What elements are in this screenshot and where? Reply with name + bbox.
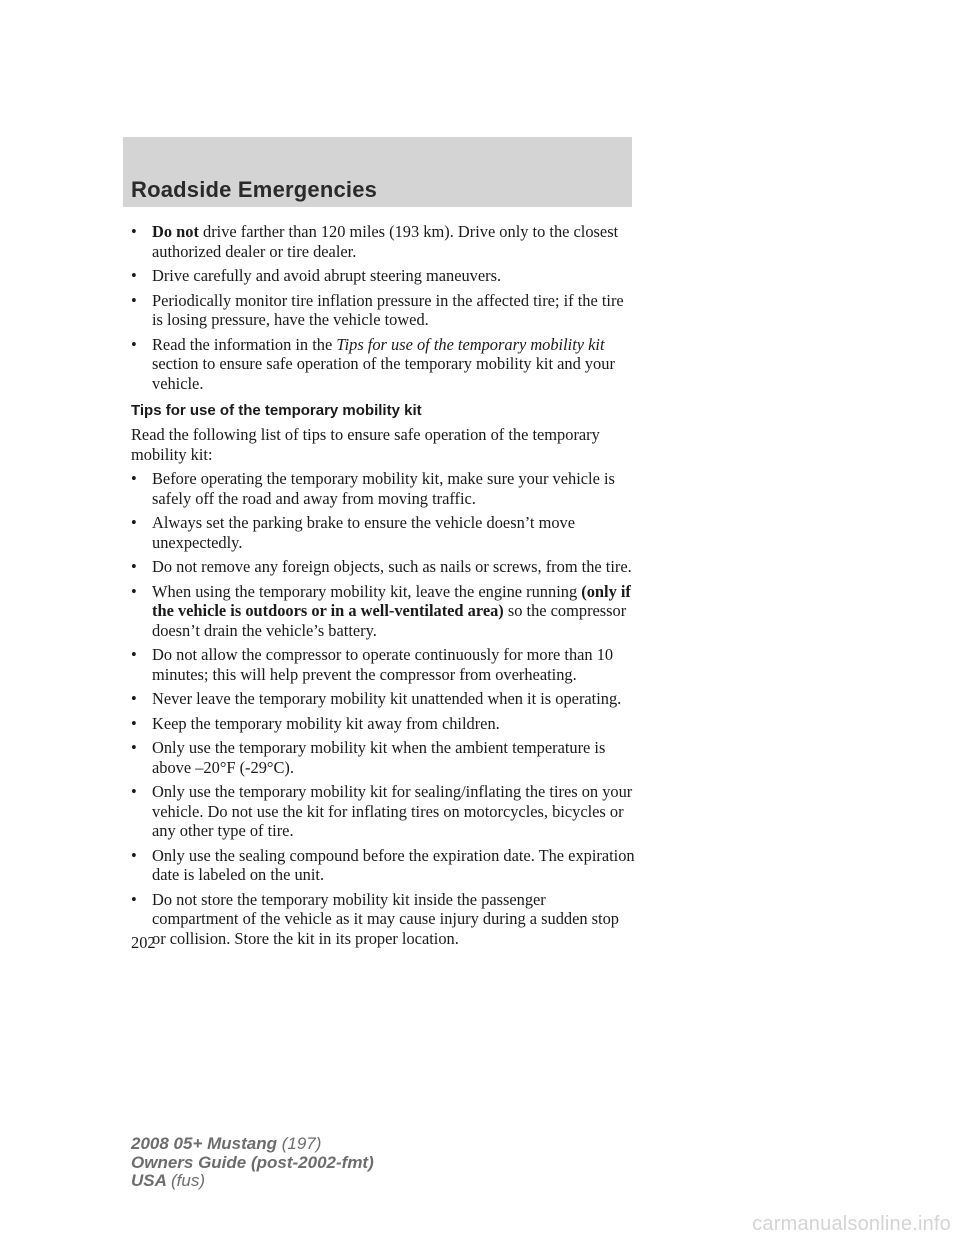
footer-guide: Owners Guide (post-2002-fmt) [131,1152,374,1172]
bullet-icon: • [131,845,137,865]
list-item [131,846,636,885]
footer-line [131,1135,374,1154]
list-item [131,890,636,949]
page-title: Roadside Emergencies [131,177,378,202]
tips-list [131,469,636,948]
footer-line [131,1154,374,1173]
list-item [131,714,636,734]
content [131,222,636,953]
item-text: so the compressor doesn’t drain the vehicle’s battery. [152,601,627,640]
emphasis-text: (only if the vehicle is outdoors or in a well-ventilated area) [152,581,631,620]
list-item [131,689,636,709]
bullet-icon: • [131,469,137,488]
bullet-icon: • [131,889,137,909]
list-item [131,782,636,841]
item-text: Only use the temporary mobility kit when the ambient temperature is above –20°F (-29°C). [152,738,606,777]
item-text: drive farther than 120 miles (193 km). Drive only to the closest authorized dealer or tire dealer. [152,222,619,261]
item-text: Before operating the temporary mobility kit, make sure your vehicle is safely off the road and away from moving traffic. [152,469,615,508]
emphasis-text: Do not [152,222,203,241]
document-footer [131,1135,374,1191]
item-text: Never leave the temporary mobility kit unattended when it is operating. [152,689,622,708]
bullet-list-top [131,222,636,393]
bullet-icon: • [131,334,137,354]
list-item [131,645,636,684]
item-text: Periodically monitor tire inflation pressure in the affected tire; if the tire is losing pressure, have the vehicle towed. [152,290,624,329]
bullet-icon: • [131,222,137,241]
section-reference: Tips for use of the temporary mobility kit [336,334,605,354]
bullet-icon: • [131,738,137,757]
bullet-icon: • [131,689,137,708]
item-text: Read the information in the [152,334,337,354]
footer-line [131,1172,374,1191]
item-text: section to ensure safe operation of the temporary mobility kit and your vehicle. [152,354,615,393]
list-item [131,557,636,577]
item-text: Drive carefully and avoid abrupt steering maneuvers. [152,266,502,285]
footer-model: 2008 05+ Mustang [131,1134,282,1153]
list-item [131,335,636,394]
bullet-icon: • [131,782,137,801]
list-item [131,469,636,508]
item-text: When using the temporary mobility kit, leave the engine running [152,581,582,601]
footer-market: USA [131,1171,171,1190]
bullet-icon: • [131,581,137,601]
footer-market-code: (fus) [171,1171,205,1190]
watermark: carmanualsonline.info [752,1213,951,1235]
bullet-icon: • [131,557,137,576]
list-item [131,266,636,286]
list-item [131,222,636,261]
bullet-icon: • [131,713,137,733]
list-item [131,738,636,777]
bullet-icon: • [131,513,137,532]
item-text: Only use the temporary mobility kit for sealing/inflating the tires on your vehicle. Do not use the kit for inflating tires on motorcycles, bicycles or any other type of tire. [152,782,633,840]
item-text: Do not store the temporary mobility kit inside the passenger compartment of the vehicle as it may cause injury during a sudden stop or collision. Store the kit in its proper location. [152,889,620,948]
list-item [131,291,636,330]
section-intro: Read the following list of tips to ensure safe operation of the temporary mobility kit: [131,425,600,464]
item-text: Do not allow the compressor to operate continuously for more than 10 minutes; this will help prevent the compressor from overheating. [152,645,614,684]
bullet-icon: • [131,290,137,310]
page-number: 202 [131,933,156,952]
footer-code: (197) [281,1134,322,1153]
bullet-icon: • [131,645,137,664]
item-text: Keep the temporary mobility kit away from children. [152,713,500,733]
item-text: Always set the parking brake to ensure the vehicle doesn’t move unexpectedly. [152,513,575,552]
section-heading: Tips for use of the temporary mobility kit [131,402,422,419]
item-text: Only use the sealing compound before the expiration date. The expiration date is labeled on the unit. [152,845,635,884]
list-item [131,582,636,641]
list-item [131,513,636,552]
bullet-icon: • [131,266,137,285]
item-text: Do not remove any foreign objects, such as nails or screws, from the tire. [152,557,632,576]
